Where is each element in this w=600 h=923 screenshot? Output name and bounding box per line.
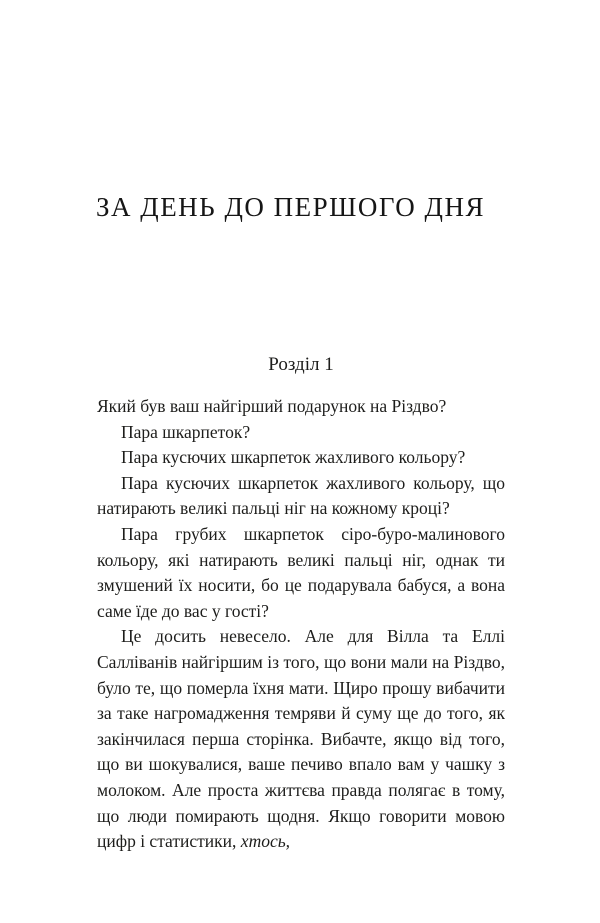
paragraph	[97, 394, 505, 420]
chapter-heading: Розділ 1	[268, 354, 334, 375]
paragraph	[97, 471, 505, 522]
paragraph-text: Пара шкарпеток?	[121, 421, 251, 442]
paragraph	[97, 420, 505, 446]
part-title: ЗА ДЕНЬ ДО ПЕРШОГО ДНЯ	[96, 192, 485, 222]
paragraph-text: Пара кусючих шкарпеток жахливого кольору, що натирають великі пальці ніг на кожному кроці?	[97, 472, 505, 519]
italic-word: хтось,	[240, 831, 291, 852]
paragraph-text: Пара грубих шкарпеток сіро-буро-малинового кольору, які натирають великі пальці ніг, однак ти змушений їх носити, бо це подарувала бабуся, а вона саме їде до вас у гості?	[97, 523, 505, 621]
paragraph	[97, 624, 505, 854]
paragraph-text: Пара кусючих шкарпеток жахливого кольору?	[121, 447, 466, 468]
paragraph-text: Це досить невесело. Але для Вілла та Еллі Салліванів найгіршим із того, що вони мали на Різдво, було те, що померла їхня мати. Щиро прошу вибачити за таке нагромадження темряви й суму ще до того, як закінчилася перша сторінка. Вибачте, якщо від того, що ви шокувалися, ваше печиво впало вам у чашку з молоком. Але проста життєва правда полягає в тому, що люди помирають щодня. Якщо говорити мовою цифр і статистики,	[97, 626, 505, 852]
paragraph	[97, 445, 505, 471]
paragraph	[97, 522, 505, 624]
paragraph-text: Який був ваш найгірший подарунок на Різдво?	[97, 396, 447, 416]
body-text	[97, 394, 505, 855]
